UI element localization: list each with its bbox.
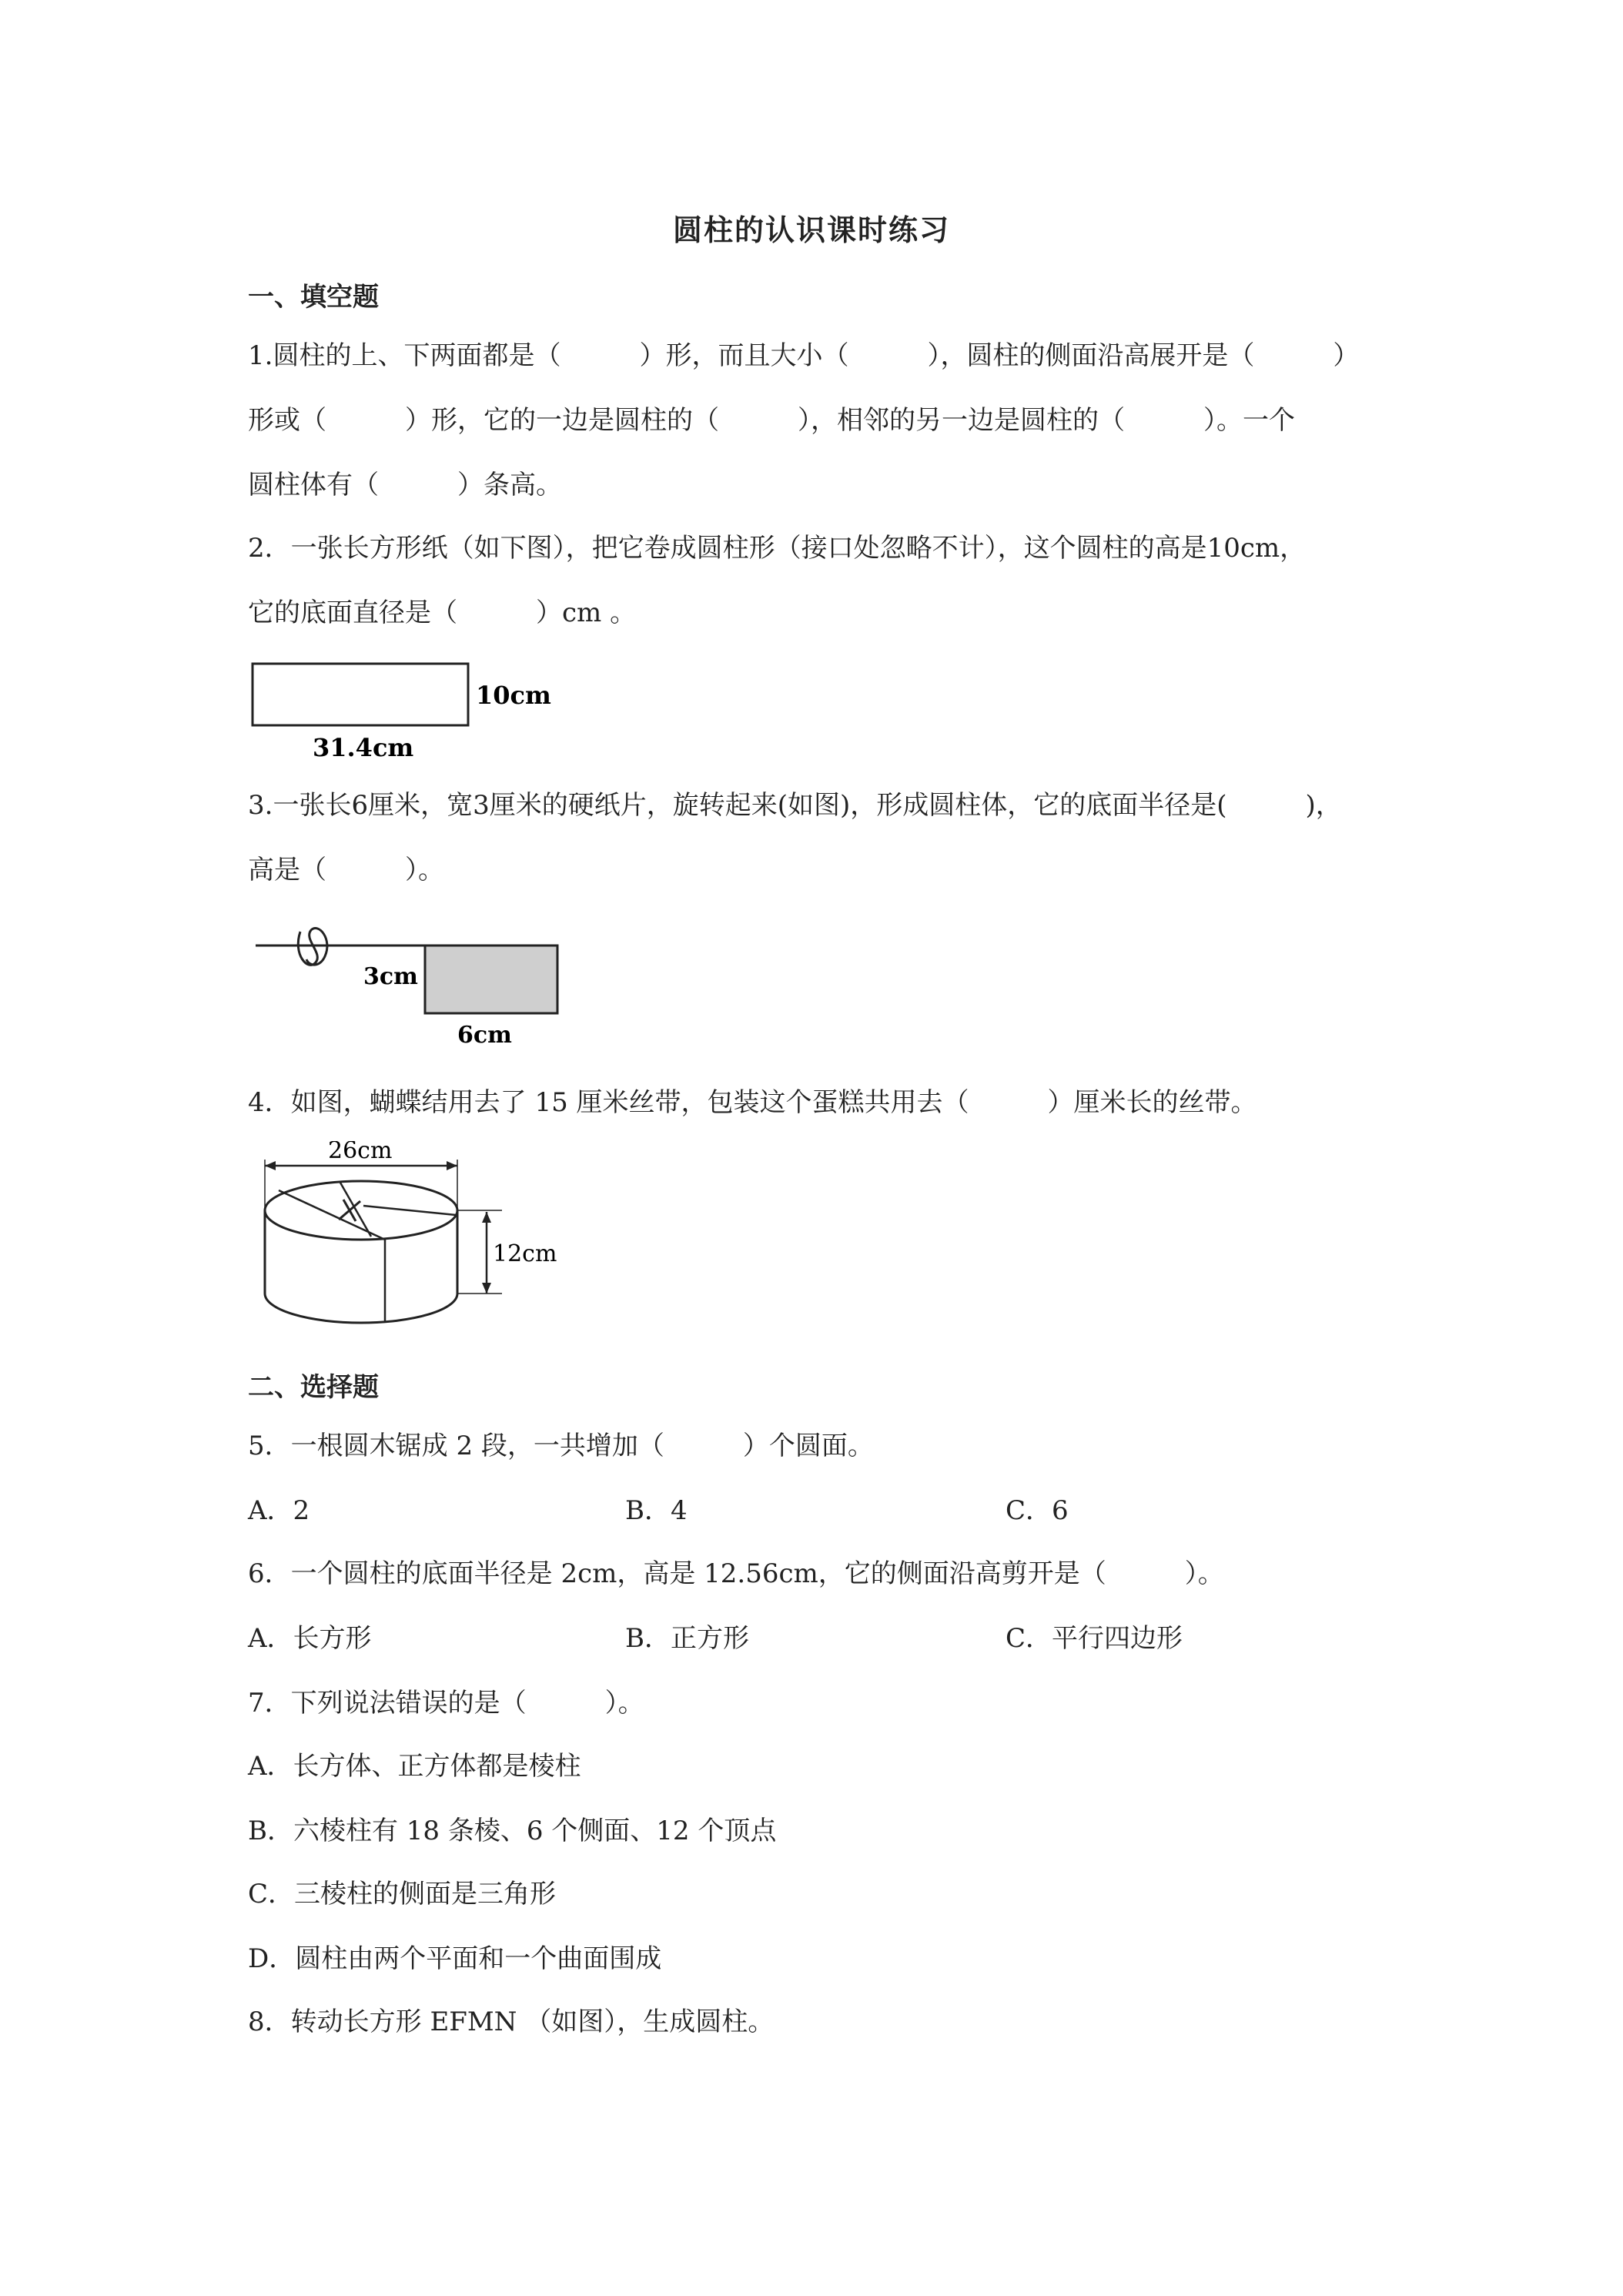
- q2-line2: 它的底面直径是（ ）cm 。: [248, 597, 637, 628]
- q7-text: 7．下列说法错误的是（ ）。: [248, 1688, 644, 1719]
- q3-line1: 3.一张长6厘米，宽3厘米的硬纸片，旋转起来(如图)，形成圆柱体，它的底面半径是( )，: [248, 790, 1342, 821]
- q6-option-b: B．正方形: [625, 1623, 749, 1654]
- q3-line2: 高是（ ）。: [248, 855, 444, 885]
- q7-option-c: C．三棱柱的侧面是三角形: [248, 1879, 557, 1909]
- q2-width-label: 31.4cm: [313, 733, 414, 762]
- arrow-up-icon: [482, 1212, 491, 1223]
- q3-width-label: 6cm: [457, 1022, 512, 1047]
- q5-option-c: C．6: [1006, 1495, 1069, 1526]
- q6-option-c: C．平行四边形: [1006, 1623, 1183, 1654]
- arrow-left-icon: [265, 1161, 276, 1170]
- q6-option-a: A．长方形: [248, 1623, 372, 1654]
- q5-option-b: B．4: [625, 1495, 688, 1526]
- q4-cake-figure: [248, 1141, 571, 1334]
- arrow-down-icon: [482, 1283, 491, 1294]
- q4-height-label: 12cm: [493, 1240, 557, 1267]
- q7-option-a: A．长方体、正方体都是棱柱: [248, 1751, 581, 1782]
- cake-top-ellipse: [265, 1181, 457, 1240]
- q3-height-label: 3cm: [363, 963, 418, 990]
- q2-rectangle-figure: [248, 654, 571, 762]
- q4-diameter-label: 26cm: [328, 1141, 393, 1164]
- q7-option-b: B．六棱柱有 18 条棱、6 个侧面、12 个顶点: [248, 1816, 777, 1846]
- q1-line3: 圆柱体有（ ）条高。: [248, 470, 562, 500]
- q7-option-d: D．圆柱由两个平面和一个曲面围成: [248, 1943, 662, 1974]
- page-title: 圆柱的认识课时练习: [672, 213, 950, 247]
- paper-rectangle: [253, 664, 468, 725]
- q2-height-label: 10cm: [476, 681, 551, 710]
- q5-text: 5．一根圆木锯成 2 段，一共增加（ ）个圆面。: [248, 1431, 874, 1461]
- q6-text: 6．一个圆柱的底面半径是 2cm，高是 12.56cm，它的侧面沿高剪开是（ ）。: [248, 1558, 1224, 1589]
- q8-text: 8．转动长方形 EFMN （如图），生成圆柱。: [248, 2006, 775, 2037]
- q1-line2: 形或（ ）形，它的一边是圆柱的（ ），相邻的另一边是圆柱的（ ）。一个: [248, 405, 1295, 436]
- section-multiple-choice: 二、选择题: [248, 1372, 379, 1403]
- q2-line1: 2．一张长方形纸（如下图），把它卷成圆柱形（接口处忽略不计），这个圆柱的高是10cm，: [248, 533, 1307, 564]
- q5-option-a: A．2: [248, 1495, 310, 1526]
- q1-line1: 1.圆柱的上、下两面都是（ ）形，而且大小（ ），圆柱的侧面沿高展开是（ ）: [248, 340, 1360, 371]
- arrow-right-icon: [447, 1161, 457, 1170]
- q4-line1: 4．如图，蝴蝶结用去了 15 厘米丝带，包装这个蛋糕共用去（ ）厘米长的丝带。: [248, 1087, 1257, 1118]
- q3-rotation-figure: [248, 916, 571, 1047]
- cake-bottom-arc: [265, 1294, 457, 1323]
- section-fill-blank: 一、填空题: [248, 282, 379, 313]
- cardboard-rectangle: [425, 946, 557, 1013]
